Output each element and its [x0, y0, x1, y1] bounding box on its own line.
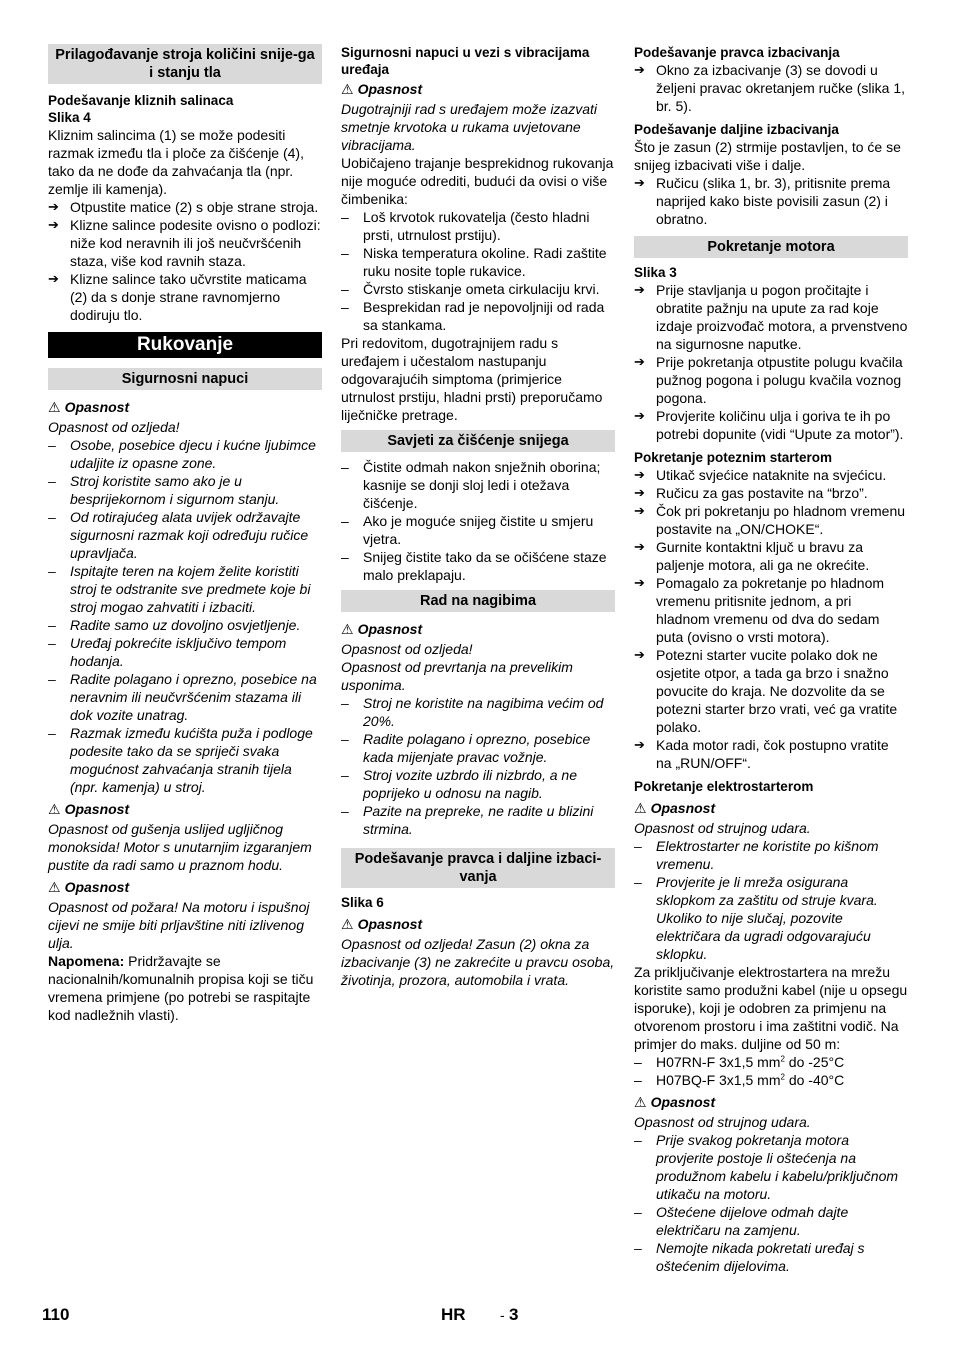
- paragraph: Kliznim salincima (1) se može podesiti razmak između tla i ploče za čišćenje (4), tako da ne dođe da zahvaćanja tla (npr. zemlje ili kamenja).: [48, 127, 304, 197]
- warning-triangle-icon: ⚠: [634, 1094, 647, 1110]
- section-bar-start-engine: Pokretanje motora: [634, 236, 908, 258]
- subheading-recoil-starter: Pokretanje poteznim starterom: [634, 450, 833, 465]
- step-item: ➔ Ručicu za gas postavite na “brzo”.: [634, 485, 868, 501]
- warning-label: ⚠ Opasnost: [634, 1094, 716, 1110]
- warning-label: ⚠ Opasnost: [48, 801, 130, 817]
- arrow-icon: ➔: [634, 575, 645, 590]
- step-item: ➔ Potezni starter vucite polako dok ne osjetite otpor, a tada ga brzo i snažno povucite do kraja. Ne dozvolite da se potezni starter brzo vrati, već ga vratite polako.: [634, 647, 898, 735]
- list-item: – Ako je moguće snijeg čistite u smjeru vjetra.: [341, 513, 594, 547]
- arrow-icon: ➔: [634, 647, 645, 662]
- warning-triangle-icon: ⚠: [48, 399, 61, 415]
- subheading-direction: Podešavanje pravca izbacivanja: [634, 45, 840, 60]
- warning-triangle-icon: ⚠: [341, 916, 354, 932]
- warning-label: ⚠ Opasnost: [48, 399, 130, 415]
- arrow-icon: ➔: [634, 354, 645, 369]
- list-item: – H07BQ-F 3x1,5 $mm^2$ do -40°C: [634, 1072, 845, 1088]
- column-1: [48, 44, 322, 1024]
- section-number: 3: [509, 1305, 519, 1324]
- list-item: – Nemojte nikada pokretati uređaj s oštećenim dijelovima.: [634, 1240, 865, 1274]
- arrow-icon: ➔: [634, 282, 645, 297]
- arrow-icon: ➔: [634, 175, 645, 190]
- list-item: – Uređaj pokrećite isključivo tempom hodanja.: [48, 635, 287, 669]
- list-item: – Stroj koristite samo ako je u besprijekornom i sigurnom stanju.: [48, 473, 280, 507]
- list-item: – Provjerite je li mreža osigurana sklopkom za zaštitu od struje kvara. Ukoliko to nije slučaj, pozovite električara da ugradi odgovarajuću sklopku.: [634, 874, 878, 962]
- arrow-icon: ➔: [634, 408, 645, 423]
- list-item: – Ispitajte teren na kojem želite koristiti stroj te odstranite sve predmete koje bi stroj mogao zahvatiti i izbaciti.: [48, 563, 311, 615]
- warning-text: Opasnost od prevrtanja na prevelikim usponima.: [341, 659, 573, 693]
- list-item: – Čvrsto stiskanje ometa cirkulaciju krvi.: [341, 281, 600, 297]
- paragraph: Uobičajeno trajanje besprekidnog rukovanja nije moguće odrediti, budući da ovisi o više čimbenika:: [341, 155, 614, 207]
- warning-label: ⚠ Opasnost: [341, 916, 423, 932]
- paragraph: Što je zasun (2) strmije postavljen, to će se snijeg izbacivati više i dalje.: [634, 139, 901, 173]
- step-item: ➔ Klizne salince podesite ovisno o podlozi: niže kod neravnih ili još neučvršćenih staza, više kod ravnih staza.: [48, 217, 321, 269]
- column-2: [341, 44, 615, 989]
- warning-triangle-icon: ⚠: [48, 879, 61, 895]
- list-item: – Prije svakog pokretanja motora provjerite postoje li oštećenja na produžnom kabelu i kabelu/priključnom utikaču na motoru.: [634, 1132, 899, 1202]
- arrow-icon: ➔: [48, 271, 59, 286]
- list-item: – Stroj vozite uzbrdo ili nizbrdo, a ne poprijeko u odnosu na nagib.: [341, 767, 577, 801]
- paragraph: Pri redovitom, dugotrajnijem radu s uređajem i učestalom nastupanju odgovarajućih simptoma (primjerice utrnulost prstiju, hladni prsti) preporučamo liječničke pretrage.: [341, 335, 603, 423]
- subheading-distance: Podešavanje daljine izbacivanja: [634, 122, 839, 137]
- list-item: – Razmak između kućišta puža i podloge podesite tako da se spriječi svaka mogućnost zahvaćanja stranih tijela (npr. kamenja) u stroj.: [48, 725, 313, 795]
- note-paragraph: Napomena: Pridržavajte se nacionalnih/komunalnih propisa koji se tiču vremena primjene (po potrebi se raspitajte kod nadležnih vlasti).: [48, 953, 314, 1023]
- page-number: 110: [42, 1305, 70, 1324]
- subheading-vibration: Sigurnosni napuci u vezi s vibracijama uređaja: [341, 45, 590, 77]
- arrow-icon: ➔: [634, 485, 645, 500]
- warning-triangle-icon: ⚠: [634, 800, 647, 816]
- list-item: – Loš krvotok rukovatelja (često hladni prsti, utrnulost prstiju).: [341, 209, 590, 243]
- step-item: ➔ Otpustite matice (2) s obje strane stroja.: [48, 199, 319, 215]
- arrow-icon: ➔: [634, 539, 645, 554]
- subheading-electric-starter: Pokretanje elektrostarterom: [634, 779, 814, 794]
- list-item: – Od rotirajućeg alata uvijek održavajte sigurnosni razmak koji određuju ručice upravljača.: [48, 509, 309, 561]
- section-bar-discharge: Podešavanje pravca i daljine izbaci-vanja: [341, 848, 615, 888]
- list-item: – Radite samo uz dovoljno osvjetljenje.: [48, 617, 301, 633]
- step-item: ➔ Okno za izbacivanje (3) se dovodi u željeni pravac okretanjem ručke (slika 1, br. 5).: [634, 62, 905, 114]
- list-item: – Radite polagano i oprezno, posebice na neravnim ili neučvršćenim stazama ili dok vozite unatrag.: [48, 671, 317, 723]
- list-item: – Čistite odmah nakon snježnih oborina; kasnije se donji sloj ledi i otežava čišćenje.: [341, 459, 601, 511]
- list-item: – Stroj ne koristite na nagibima većim od 20%.: [341, 695, 604, 729]
- list-item: – Elektrostarter ne koristite po kišnom vremenu.: [634, 838, 879, 872]
- step-item: ➔ Pomagalo za pokretanje po hladnom vremenu pritisnite jednom, a pri hladnom vremenu od dva do sedam puta (ovisno o vrsti motora).: [634, 575, 885, 645]
- section-bar-safety: Sigurnosni napuci: [48, 368, 322, 390]
- section-bar-slopes: Rad na nagibima: [341, 590, 615, 612]
- list-item: – Pazite na prepreke, ne radite u blizini strmina.: [341, 803, 594, 837]
- arrow-icon: ➔: [634, 62, 645, 77]
- language-code: HR: [441, 1305, 466, 1324]
- step-item: ➔ Klizne salince tako učvrstite maticama (2) da s donje strane ravnomjerno dodiruju tlo.: [48, 271, 307, 323]
- warning-triangle-icon: ⚠: [341, 621, 354, 637]
- footer-separator: -: [500, 1307, 505, 1323]
- warning-label: ⚠ Opasnost: [341, 81, 423, 97]
- section-bar-adjust-machine: Prilagođavanje stroja količini snije-ga i stanju tla: [48, 44, 322, 84]
- section-bar-snow-tips: Savjeti za čišćenje snijega: [341, 430, 615, 452]
- list-item: – Besprekidan rad je nepovoljniji od rada sa stankama.: [341, 299, 605, 333]
- list-item: – Niska temperatura okoline. Radi zaštite ruku nosite tople rukavice.: [341, 245, 607, 279]
- step-item: ➔ Prije stavljanja u pogon pročitajte i obratite pažnju na upute za rad koje izdaje proizvođač motora, a prvenstveno na sigurnosne naputke.: [634, 282, 908, 352]
- warning-text: Opasnost od požara! Na motoru i ispušnoj cijevi ne smije biti prljavštine niti izlivenog ulja.: [48, 899, 310, 951]
- step-item: ➔ Gurnite kontaktni ključ u bravu za paljenje motora, ali ga ne okrećite.: [634, 539, 870, 573]
- step-item: ➔ Prije pokretanja otpustite polugu kvačila pužnog pogona i polugu kvačila voznog pogona.: [634, 354, 903, 406]
- chapter-heading: Rukovanje: [48, 332, 322, 358]
- step-item: ➔ Čok pri pokretanju po hladnom vremenu postavite na „ON/CHOKE“.: [634, 503, 906, 537]
- step-item: ➔ Utikač svjećice nataknite na svjećicu.: [634, 467, 887, 483]
- list-item: – Snijeg čistite tako da se očišćene staze malo preklapaju.: [341, 549, 607, 583]
- list-item: – H07RN-F 3x1,5 $mm^2$ do -25°C: [634, 1054, 845, 1070]
- warning-label: ⚠ Opasnost: [48, 879, 130, 895]
- step-item: ➔ Kada motor radi, čok postupno vratite na „RUN/OFF“.: [634, 737, 889, 771]
- list-item: – Radite polagano i oprezno, posebice kada mijenjate pravac vožnje.: [341, 731, 591, 765]
- list-item: – Oštećene dijelove odmah dajte električaru na zamjenu.: [634, 1204, 849, 1238]
- warning-text: Opasnost od gušenja uslijed ugljičnog monoksida! Motor s unutarnjim izgaranjem pustite da radi samo u praznom hodu.: [48, 821, 312, 873]
- figure-ref: Slika 6: [341, 895, 384, 910]
- warning-text: Opasnost od strujnog udara.: [634, 820, 811, 836]
- subheading-skids: Podešavanje kliznih salinaca: [48, 93, 234, 108]
- arrow-icon: ➔: [634, 467, 645, 482]
- warning-label: ⚠ Opasnost: [341, 621, 423, 637]
- step-item: ➔ Ručicu (slika 1, br. 3), pritisnite prema naprijed kako biste povisili zasun (2) i obratno.: [634, 175, 891, 227]
- figure-ref: Slika 4: [48, 110, 91, 125]
- column-3: [634, 44, 908, 1275]
- warning-text: Opasnost od ozljeda! Zasun (2) okna za izbacivanje (3) ne zakrećite u pravcu osoba, životinja, prozora, automobila i vrata.: [341, 936, 615, 988]
- paragraph: Za priključivanje elektrostartera na mrežu koristite samo produžni kabel (nije u opsegu isporuke), koji je odobren za primjenu na otvorenom prostoru i ima zaštitni vodič. Na primjer do maks. duljine od 50 m:: [634, 964, 908, 1052]
- arrow-icon: ➔: [634, 503, 645, 518]
- warning-text: Dugotrajniji rad s uređajem može izazvati smetnje krvotoka u rukama uvjetovane vibracijama.: [341, 101, 597, 153]
- arrow-icon: ➔: [634, 737, 645, 752]
- warning-text: Opasnost od strujnog udara.: [634, 1114, 811, 1130]
- warning-text: Opasnost od ozljeda!: [48, 419, 180, 435]
- warning-triangle-icon: ⚠: [341, 81, 354, 97]
- arrow-icon: ➔: [48, 199, 59, 214]
- step-item: ➔ Provjerite količinu ulja i goriva te ih po potrebi dopunite (vidi “Upute za motor”).: [634, 408, 904, 442]
- figure-ref: Slika 3: [634, 265, 677, 280]
- arrow-icon: ➔: [48, 217, 59, 232]
- warning-triangle-icon: ⚠: [48, 801, 61, 817]
- warning-text: Opasnost od ozljeda!: [341, 641, 473, 657]
- list-item: – Osobe, posebice djecu i kućne ljubimce udaljite iz opasne zone.: [48, 437, 316, 471]
- warning-label: ⚠ Opasnost: [634, 800, 716, 816]
